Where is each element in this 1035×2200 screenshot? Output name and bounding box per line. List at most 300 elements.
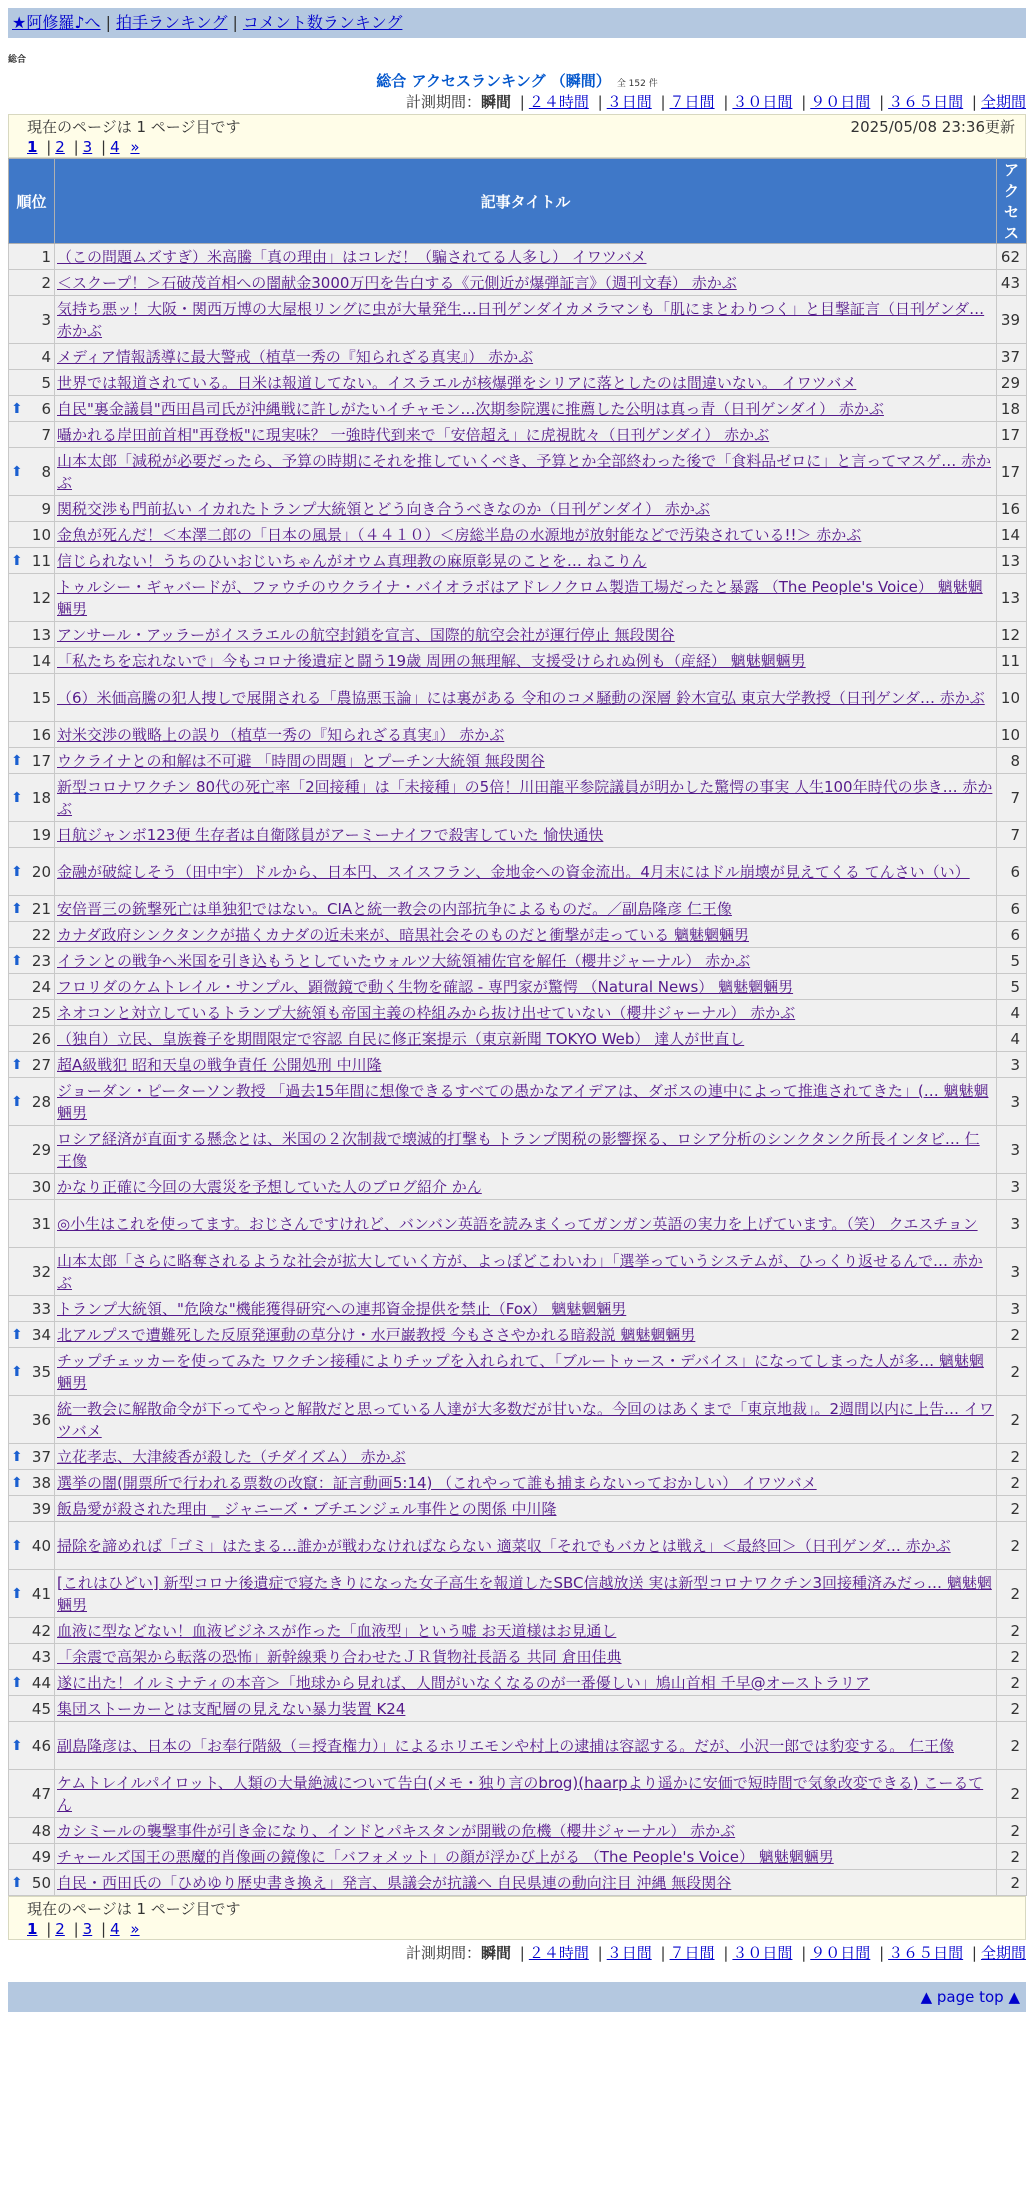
access-count: 2 (997, 1670, 1027, 1696)
article-title-link[interactable]: 金融が破綻しそう（田中宇）ドルから、日本円、スイスフラン、金地金への資金流出。4月末にはドル崩壊が見えてくる てんさい（い） (57, 862, 970, 881)
rank-number: 25 (31, 1003, 51, 1022)
rank-number: 41 (31, 1584, 51, 1603)
table-row (9, 1522, 1027, 1570)
separator: | (801, 93, 807, 111)
bottom-bar (8, 1982, 1026, 2012)
rank-cell (9, 648, 55, 674)
comment-ranking-link[interactable]: コメント数ランキング (242, 13, 403, 32)
article-title-link[interactable]: 統一教会に解散命令が下ってやっと解散だと思っている人達が大多数だが甘いな。今回のはあくまで「東京地裁」。2週間以内に上告… イワツバメ (57, 1399, 994, 1440)
article-title-link[interactable]: トゥルシー・ギャバードが、ファウチのウクライナ・バイオラボはアドレノクロム製造工場だったと暴露 （The People's Voice） 魑魅魍魎男 (57, 577, 983, 618)
rank-cell (9, 1644, 55, 1670)
access-count: 3 (997, 1248, 1027, 1296)
article-title-link[interactable]: イランとの戦争へ米国を引き込もうとしていたウォルツ大統領補佐官を解任（櫻井ジャーナル） 赤かぶ (57, 951, 751, 970)
separator: | (660, 93, 666, 111)
rank-number: 49 (31, 1847, 51, 1866)
rank-number: 16 (31, 725, 51, 744)
access-count: 14 (997, 522, 1027, 548)
rank-cell (9, 1200, 55, 1248)
article-title-link[interactable]: カシミールの襲撃事件が引き金になり、インドとパキスタンが開戦の危機（櫻井ジャーナル） 赤かぶ (57, 1821, 736, 1840)
rank-cell (9, 774, 55, 822)
title-cell (55, 1322, 997, 1348)
rank-number: 7 (41, 425, 51, 444)
rank-cell (9, 522, 55, 548)
period-link-all[interactable]: 全期間 (980, 1944, 1026, 1962)
access-count: 11 (997, 648, 1027, 674)
rank-cell (9, 1818, 55, 1844)
article-title-link[interactable]: チャールズ国王の悪魔的肖像画の鏡像に「バフォメット」の顔が浮かび上がる （The People's Voice） 魑魅魍魎男 (57, 1847, 834, 1866)
up-arrow-icon: ⬆ (11, 1874, 23, 1891)
article-title-link[interactable]: （この問題ムズすぎ）米高騰「真の理由」はコレだ！（騙されてる人多し） イワツバメ (57, 247, 647, 266)
title-cell (55, 622, 997, 648)
table-row (9, 370, 1027, 396)
article-title-link[interactable]: フロリダのケムトレイル・サンプル、顕微鏡で動く生物を確認 - 専門家が驚愕 （Natural News） 魑魅魍魎男 (57, 977, 794, 996)
separator: | (73, 1920, 79, 1938)
rank-number: 9 (41, 499, 51, 518)
article-title-link[interactable]: 関税交渉も門前払い イカれたトランプ大統領とどう向き合うべきなのか（日刊ゲンダイ） 赤かぶ (57, 499, 710, 518)
category-label: 総合 (8, 55, 27, 65)
title-cell (55, 296, 997, 344)
period-link-3d[interactable]: ３日間 (606, 1944, 652, 1962)
total-count: 全 152 件 (616, 79, 658, 89)
rank-number: 44 (31, 1673, 51, 1692)
rank-number: 28 (31, 1092, 51, 1111)
article-title-link[interactable]: 血液に型などない！血液ビジネスが作った「血液型」という嘘 お天道様はお見通し (57, 1621, 617, 1640)
separator: | (105, 13, 111, 32)
rank-number: 12 (31, 588, 51, 607)
rank-number: 30 (31, 1177, 51, 1196)
title-cell (55, 848, 997, 896)
rank-cell (9, 1444, 55, 1470)
page-link-4[interactable]: 4 (110, 138, 120, 156)
rank-number: 4 (41, 347, 51, 366)
up-arrow-icon: ⬆ (11, 752, 23, 769)
rank-cell (9, 574, 55, 622)
rank-cell (9, 1722, 55, 1770)
column-header-title: 記事タイトル (55, 159, 997, 244)
rank-cell (9, 822, 55, 848)
access-count: 2 (997, 1522, 1027, 1570)
rank-cell (9, 622, 55, 648)
table-row (9, 1052, 1027, 1078)
title-cell (55, 1174, 997, 1200)
article-title-link[interactable]: 気持ち悪ッ！大阪・関西万博の大屋根リングに虫が大量発生…日刊ゲンダイカメラマンも「肌にまとわりつく」と目撃証言（日刊ゲンダ… 赤かぶ (57, 299, 985, 340)
period-link-365d[interactable]: ３６５日間 (888, 93, 964, 111)
table-row (9, 574, 1027, 622)
up-arrow-icon: ⬆ (11, 863, 23, 880)
period-link-30d[interactable]: ３０日間 (732, 93, 793, 111)
rank-cell (9, 1126, 55, 1174)
rank-number: 36 (31, 1410, 51, 1429)
article-title-link[interactable]: ロシア経済が直面する懸念とは、米国の２次制裁で壊滅的打撃も トランプ関税の影響探る、ロシア分析のシンクタンク所長インタビ… 仁王像 (57, 1129, 980, 1170)
article-title-link[interactable]: 飯島愛が殺された理由 _ ジャニーズ・ブチエンジェル事件との関係 中川隆 (57, 1499, 557, 1518)
access-count: 13 (997, 548, 1027, 574)
rank-cell (9, 270, 55, 296)
table-row (9, 1174, 1027, 1200)
rank-number: 32 (31, 1262, 51, 1281)
access-count: 2 (997, 1696, 1027, 1722)
access-count: 2 (997, 1444, 1027, 1470)
up-arrow-icon: ⬆ (11, 400, 23, 417)
up-arrow-icon: ⬆ (11, 1737, 23, 1754)
up-arrow-icon: ⬆ (11, 1056, 23, 1073)
article-title-link[interactable]: 山本太郎「減税が必要だったら、予算の時期にそれを推していくべき、予算とか全部終わった後で「食料品ゼロに」と言ってマスゲ… 赤かぶ (57, 451, 992, 492)
rank-number: 37 (31, 1447, 51, 1466)
rank-number: 33 (31, 1299, 51, 1318)
table-row (9, 522, 1027, 548)
rank-cell (9, 1670, 55, 1696)
rank-number: 14 (31, 651, 51, 670)
rank-cell (9, 548, 55, 574)
period-label: 計測期間： (405, 93, 481, 111)
table-row (9, 848, 1027, 896)
up-arrow-icon: ⬆ (11, 1585, 23, 1602)
access-count: 18 (997, 396, 1027, 422)
page-next-link[interactable]: » (130, 138, 140, 156)
rank-number: 11 (31, 551, 51, 570)
title-cell (55, 1818, 997, 1844)
table-row (9, 722, 1027, 748)
title-cell (55, 1296, 997, 1322)
article-title-link[interactable]: ◎小生はこれを使ってます。おじさんですけれど、バンバン英語を読みまくってガンガン英語の実力を上げています。（笑） クエスチョン (57, 1214, 978, 1233)
period-current: 瞬間 (480, 1944, 511, 1962)
article-title-link[interactable]: ジョーダン・ピーターソン教授 「過去15年間に想像できるすべての愚かなアイデアは、ダボスの連中によって推進されてきた」(… 魑魅魍魎男 (57, 1081, 989, 1122)
article-title-link[interactable]: ウクライナとの和解は不可避 「時間の問題」とプーチン大統領 無段関谷 (57, 751, 545, 770)
article-title-link[interactable]: 自民・西田氏の「ひめゆり歴史書き換え」発言、県議会が抗議へ 自民県連の動向注目 沖縄 無段関谷 (57, 1873, 732, 1892)
table-row (9, 1444, 1027, 1470)
article-title-link[interactable]: ケムトレイルパイロット、人類の大量絶滅について告白(メモ・独り言のbrog)(haarpより遥かに安価で短時間で気象改変できる) こーるてん (57, 1773, 984, 1814)
access-count: 6 (997, 922, 1027, 948)
table-row (9, 1496, 1027, 1522)
title-cell (55, 244, 997, 270)
table-row (9, 674, 1027, 722)
rank-number: 23 (31, 951, 51, 970)
article-title-link[interactable]: 金魚が死んだ！＜本澤二郎の「日本の風景」（４４１０）＜房総半島の水源地が放射能などで汚染されている!!＞ 赤かぶ (57, 525, 862, 544)
article-title-link[interactable]: 「余震で高架から転落の恐怖」新幹線乗り合わせたＪＲ貨物社長語る 共同 倉田佳典 (57, 1647, 622, 1666)
rank-cell (9, 396, 55, 422)
rank-cell (9, 370, 55, 396)
ranking-title: 総合 アクセスランキング （瞬間） (376, 72, 611, 90)
separator: | (801, 1944, 807, 1962)
rank-cell (9, 1844, 55, 1870)
rank-number: 38 (31, 1473, 51, 1492)
article-title-link[interactable]: （独自）立民、皇族養子を期間限定で容認 自民に修正案提示（東京新聞 TOKYO Web） 達人が世直し (57, 1029, 745, 1048)
title-cell (55, 396, 997, 422)
table-row (9, 1078, 1027, 1126)
table-row (9, 622, 1027, 648)
article-title-link[interactable]: 安倍晋三の銃撃死亡は単独犯ではない。CIAと統一教会の内部抗争によるものだ。／副島隆彦 仁王像 (57, 899, 732, 918)
rank-number: 31 (31, 1214, 51, 1233)
period-link-365d[interactable]: ３６５日間 (888, 1944, 964, 1962)
access-count: 6 (997, 848, 1027, 896)
title-cell (55, 548, 997, 574)
article-title-link[interactable]: 超A級戦犯 昭和天皇の戦争責任 公開処刑 中川隆 (57, 1055, 382, 1074)
rank-cell (9, 1618, 55, 1644)
article-title-link[interactable]: メディア情報誘導に最大警戒（植草一秀の『知られざる真実』） 赤かぶ (57, 347, 534, 366)
access-count: 2 (997, 1470, 1027, 1496)
up-arrow-icon: ⬆ (11, 1448, 23, 1465)
table-row (9, 822, 1027, 848)
title-cell (55, 1522, 997, 1570)
period-link-3d[interactable]: ３日間 (606, 93, 652, 111)
rank-cell (9, 1396, 55, 1444)
rank-cell (9, 674, 55, 722)
article-title-link[interactable]: 集団ストーカーとは支配層の見えない暴力装置 K24 (57, 1699, 406, 1718)
rank-cell (9, 1870, 55, 1896)
rank-cell (9, 1296, 55, 1322)
title-cell (55, 270, 997, 296)
table-row (9, 296, 1027, 344)
period-label: 計測期間： (405, 1944, 481, 1962)
title-cell (55, 822, 997, 848)
period-link-7d[interactable]: ７日間 (669, 93, 715, 111)
article-title-link[interactable]: 自民"裏金議員"西田昌司氏が沖縄戦に許しがたいイチャモン…次期参院選に推薦した公明は真っ青（日刊ゲンダイ） 赤かぶ (57, 399, 884, 418)
rank-number: 34 (31, 1325, 51, 1344)
pagination-top (27, 137, 1015, 157)
table-row (9, 270, 1027, 296)
page-link-3[interactable]: 3 (82, 138, 93, 156)
access-count: 5 (997, 948, 1027, 974)
title-cell (55, 1470, 997, 1496)
access-count: 2 (997, 1870, 1027, 1896)
page (8, 8, 1026, 2012)
access-count: 8 (997, 748, 1027, 774)
separator: | (723, 1944, 729, 1962)
rank-number: 2 (41, 273, 51, 292)
title-cell (55, 422, 997, 448)
rank-number: 5 (41, 373, 51, 392)
title-cell (55, 748, 997, 774)
up-arrow-icon: ⬆ (11, 900, 23, 917)
rank-number: 10 (31, 525, 51, 544)
separator: | (46, 138, 52, 156)
article-title-link[interactable]: 対米交渉の戦略上の誤り（植草一秀の『知られざる真実』） 赤かぶ (57, 725, 505, 744)
table-row (9, 1644, 1027, 1670)
article-title-link[interactable]: 「私たちを忘れないで」今もコロナ後遺症と闘う19歳 周囲の無理解、支援受けられぬ例も（産経） 魑魅魍魎男 (57, 651, 806, 670)
rank-number: 15 (31, 688, 51, 707)
access-count: 2 (997, 1322, 1027, 1348)
rank-cell (9, 1248, 55, 1296)
period-link-90d[interactable]: ９０日間 (810, 93, 871, 111)
rank-number: 13 (31, 625, 51, 644)
page-top-link[interactable]: ▲ page top ▲ (920, 1988, 1020, 2006)
article-title-link[interactable]: 囁かれる岸田前首相"再登板"に現実味？ 一強時代到来で「安倍超え」に虎視眈々（日刊ゲンダイ） 赤かぶ (57, 425, 770, 444)
title-cell (55, 496, 997, 522)
article-title-link[interactable]: 新型コロナワクチン 80代の死亡率「2回接種」は「未接種」の5倍！川田龍平参院議員が明かした驚愕の事実 人生100年時代の歩き… 赤かぶ (57, 777, 993, 818)
table-row (9, 1570, 1027, 1618)
access-count: 3 (997, 1296, 1027, 1322)
up-arrow-icon: ⬆ (11, 1326, 23, 1343)
access-count: 3 (997, 1126, 1027, 1174)
separator: | (519, 93, 525, 111)
title-cell (55, 522, 997, 548)
rank-number: 24 (31, 977, 51, 996)
article-title-link[interactable]: ネオコンと対立しているトランプ大統領も帝国主義の枠組みから抜け出せていない（櫻井ジャーナル） 赤かぶ (57, 1003, 796, 1022)
rank-cell (9, 1174, 55, 1200)
table-row (9, 1470, 1027, 1496)
access-count: 16 (997, 496, 1027, 522)
article-title-link[interactable]: 副島隆彦は、日本の「お奉行階級（＝授査権力）」によるホリエモンや村上の逮捕は容認する。だが、小沢一郎では豹変する。 仁王像 (57, 1736, 954, 1755)
period-link-30d[interactable]: ３０日間 (732, 1944, 793, 1962)
article-title-link[interactable]: トランプ大統領、"危険な"機能獲得研究への連邦資金提供を禁止（Fox） 魑魅魍魎男 (57, 1299, 627, 1318)
title-cell (55, 1396, 997, 1444)
separator: | (232, 13, 238, 32)
separator: | (879, 1944, 885, 1962)
title-cell (55, 1570, 997, 1618)
period-link-90d[interactable]: ９０日間 (810, 1944, 871, 1962)
clap-ranking-link[interactable]: 拍手ランキング (115, 13, 228, 32)
article-title-link[interactable]: 北アルプスで遭難死した反原発運動の草分け・水戸巌教授 今もささやかれる暗殺説 魑魅魍魎男 (57, 1325, 696, 1344)
title-cell (55, 1844, 997, 1870)
rank-cell (9, 1026, 55, 1052)
article-title-link[interactable]: 世界では報道されている。日米は報道してない。イスラエルが核爆弾をシリアに落としたのは間違いない。 イワツバメ (57, 373, 857, 392)
rank-number: 19 (31, 825, 51, 844)
rank-number: 50 (31, 1873, 51, 1892)
access-count: 43 (997, 270, 1027, 296)
article-title-link[interactable]: 立花孝志、大津綾香が殺した（チダイズム） 赤かぶ (57, 1447, 406, 1466)
title-cell (55, 370, 997, 396)
access-count: 10 (997, 722, 1027, 748)
table-row (9, 1126, 1027, 1174)
up-arrow-icon: ⬆ (11, 1674, 23, 1691)
separator: | (879, 93, 885, 111)
article-title-link[interactable]: かなり正確に今回の大震災を予想していた人のブログ紹介 かん (57, 1177, 482, 1196)
access-count: 29 (997, 370, 1027, 396)
rank-number: 8 (41, 462, 51, 481)
access-count: 12 (997, 622, 1027, 648)
title-cell (55, 1052, 997, 1078)
rank-number: 42 (31, 1621, 51, 1640)
title-cell (55, 1444, 997, 1470)
period-link-24h[interactable]: ２４時間 (528, 93, 589, 111)
rank-number: 17 (31, 751, 51, 770)
top-nav-bar (8, 8, 1026, 38)
title-cell (55, 1870, 997, 1896)
title-cell (55, 1026, 997, 1052)
ranking-body (9, 244, 1027, 1896)
page-link-4[interactable]: 4 (110, 1920, 120, 1938)
table-row (9, 396, 1027, 422)
separator: | (73, 138, 79, 156)
table-row (9, 1722, 1027, 1770)
page-link-2[interactable]: 2 (55, 138, 65, 156)
page-next-link[interactable]: » (130, 1920, 140, 1938)
rank-cell (9, 948, 55, 974)
table-row (9, 422, 1027, 448)
table-row (9, 344, 1027, 370)
rank-number: 46 (31, 1736, 51, 1755)
up-arrow-icon: ⬆ (11, 463, 23, 480)
article-title-link[interactable]: 遂に出た！イルミナティの本音＞「地球から見れば、人間がいなくなるのが一番優しい」鳩山首相 千早@オーストラリア (57, 1673, 870, 1692)
table-row (9, 1200, 1027, 1248)
article-title-link[interactable]: 掃除を諦めれば「ゴミ」はたまる…誰かが戦わなければならない 適菜収「それでもバカとは戦え」＜最終回＞（日刊ゲンダ… 赤かぶ (57, 1536, 951, 1555)
access-count: 3 (997, 1174, 1027, 1200)
separator: | (597, 1944, 603, 1962)
title-cell (55, 648, 997, 674)
table-row (9, 1696, 1027, 1722)
current-page-text: 現在のページは 1 ページ目です (27, 118, 241, 136)
rank-cell (9, 1770, 55, 1818)
table-row (9, 1618, 1027, 1644)
separator: | (597, 93, 603, 111)
article-title-link[interactable]: 日航ジャンボ123便 生存者は自衛隊員がアーミーナイフで殺害していた 愉快通快 (57, 825, 604, 844)
access-count: 13 (997, 574, 1027, 622)
table-row (9, 1870, 1027, 1896)
up-arrow-icon: ⬆ (11, 552, 23, 569)
access-count: 4 (997, 1026, 1027, 1052)
article-title-link[interactable]: アンサール・アッラーがイスラエルの航空封鎖を宣言、国際的航空会社が運行停止 無段関谷 (57, 625, 675, 644)
back-to-asyura-link[interactable]: ★阿修羅♪へ (12, 13, 101, 32)
period-current: 瞬間 (480, 93, 511, 111)
access-count: 3 (997, 1052, 1027, 1078)
rank-cell (9, 1496, 55, 1522)
rank-cell (9, 496, 55, 522)
rank-cell (9, 1052, 55, 1078)
separator: | (723, 93, 729, 111)
title-cell (55, 774, 997, 822)
period-link-7d[interactable]: ７日間 (669, 1944, 715, 1962)
rank-cell (9, 296, 55, 344)
pagination-bottom (27, 1919, 1015, 1939)
up-arrow-icon: ⬆ (11, 1474, 23, 1491)
table-row (9, 1000, 1027, 1026)
page-current: 1 (27, 1920, 38, 1938)
article-title-link[interactable]: 選挙の闇(開票所で行われる票数の改竄：証言動画5:14) （これやって誰も捕まらないっておかしい） イワツバメ (57, 1473, 817, 1492)
table-row (9, 244, 1027, 270)
article-title-link[interactable]: チップチェッカーを使ってみた ワクチン接種によりチップを入れられて、「ブルートゥース・デバイス」になってしまった人が多… 魑魅魍魎男 (57, 1351, 984, 1392)
rank-number: 40 (31, 1536, 51, 1555)
rank-number: 1 (41, 247, 51, 266)
article-title-link[interactable]: [これはひどい] 新型コロナ後遺症で寝たきりになった女子高生を報道したSBC信越放送 実は新型コロナワクチン3回接種済みだっ… 魑魅魍魎男 (57, 1573, 992, 1614)
rank-number: 35 (31, 1362, 51, 1381)
rank-cell (9, 422, 55, 448)
rank-cell (9, 1570, 55, 1618)
rank-cell (9, 974, 55, 1000)
title-cell (55, 922, 997, 948)
separator: | (46, 1920, 52, 1938)
title-cell (55, 1770, 997, 1818)
article-title-link[interactable]: 信じられない！うちのひいおじいちゃんがオウム真理教の麻原彰晃のことを… ねこりん (57, 551, 647, 570)
up-arrow-icon: ⬆ (11, 1537, 23, 1554)
access-count: 39 (997, 296, 1027, 344)
access-count: 2 (997, 1396, 1027, 1444)
rank-cell (9, 1522, 55, 1570)
period-link-24h[interactable]: ２４時間 (528, 1944, 589, 1962)
title-cell (55, 344, 997, 370)
article-title-link[interactable]: ＜スクープ！＞石破茂首相への闇献金3000万円を告白する《元側近が爆弾証言》（週刊文春） 赤かぶ (57, 273, 737, 292)
page-link-3[interactable]: 3 (82, 1920, 93, 1938)
article-title-link[interactable]: （6）米価高騰の犯人捜しで展開される「農協悪玉論」には裏がある 令和のコメ騒動の深層 鈴木宣弘 東京大学教授（日刊ゲンダ… 赤かぶ (57, 688, 985, 707)
article-title-link[interactable]: カナダ政府シンクタンクが描くカナダの近未来が、暗黒社会そのものだと衝撃が走っている 魑魅魍魎男 (57, 925, 749, 944)
period-selector-bottom (8, 1942, 1026, 1964)
table-row (9, 448, 1027, 496)
article-title-link[interactable]: 山本太郎「さらに略奪されるような社会が拡大していく方が、よっぽどこわいわ」「選挙っていうシステムが、ひっくり返せるんで… 赤かぶ (57, 1251, 983, 1292)
title-cell (55, 1126, 997, 1174)
period-link-all[interactable]: 全期間 (980, 93, 1026, 111)
page-info-top (8, 114, 1026, 158)
table-row (9, 748, 1027, 774)
access-count: 2 (997, 1348, 1027, 1396)
table-row (9, 1770, 1027, 1818)
rank-number: 26 (31, 1029, 51, 1048)
title-cell (55, 722, 997, 748)
rank-number: 43 (31, 1647, 51, 1666)
up-arrow-icon: ⬆ (11, 952, 23, 969)
rank-number: 3 (41, 310, 51, 329)
column-header-access: アクセス (997, 159, 1027, 244)
access-count: 6 (997, 896, 1027, 922)
page-link-2[interactable]: 2 (55, 1920, 65, 1938)
table-row (9, 922, 1027, 948)
